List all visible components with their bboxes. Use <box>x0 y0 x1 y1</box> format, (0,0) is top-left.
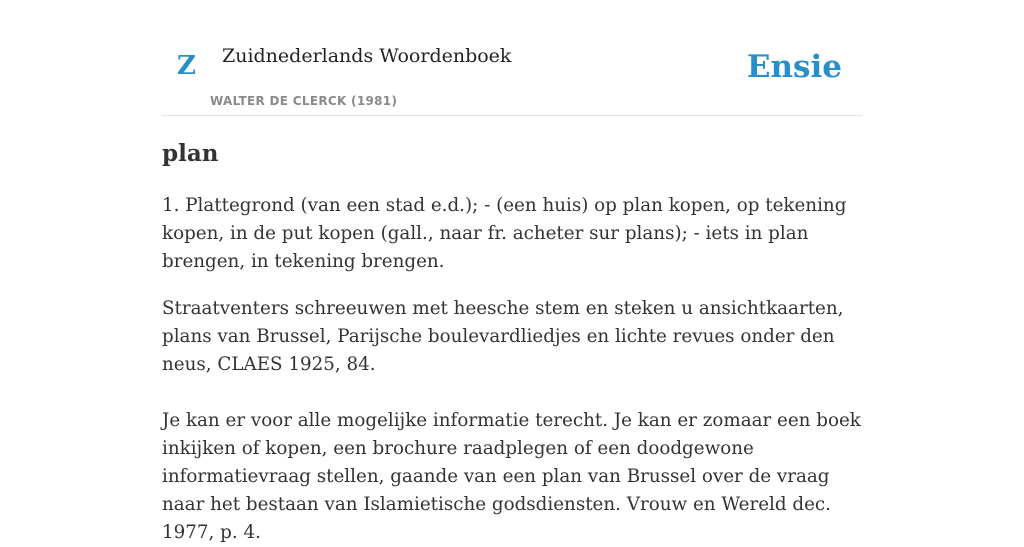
ensie-logo[interactable]: Ensie <box>746 49 842 85</box>
dictionary-logo[interactable]: Z <box>177 51 196 81</box>
dictionary-header <box>162 0 862 116</box>
dictionary-title[interactable]: Zuidnederlands Woordenboek <box>222 45 512 67</box>
entry-definition: 1. Plattegrond (van een stad e.d.); - (een huis) op plan kopen, op tekening kopen, in de put kopen (gall., naar fr. acheter sur plans); - iets in plan brengen, in tekening brengen. <box>162 195 847 272</box>
entry-example-quote: Je kan er voor alle mogelijke informatie terecht. Je kan er zomaar een boek inkijken of kopen, een brochure raadplegen of een doodgewone informatievraag stellen, gaande van een plan van Brussel over de vraag naar het bestaan van Islamietische godsdiensten. Vrouw en Wereld dec. 1977, p. 4. <box>162 410 861 543</box>
page-container <box>162 0 862 543</box>
dictionary-author: WALTER DE CLERCK (1981) <box>210 94 398 108</box>
entry-headword: plan <box>162 140 219 167</box>
entry-example-quote: Straatventers schreeuwen met heesche stem en steken u ansichtkaarten, plans van Brussel, Parijsche boulevardliedjes en lichte revues onder den neus, CLAES 1925, 84. <box>162 298 844 375</box>
